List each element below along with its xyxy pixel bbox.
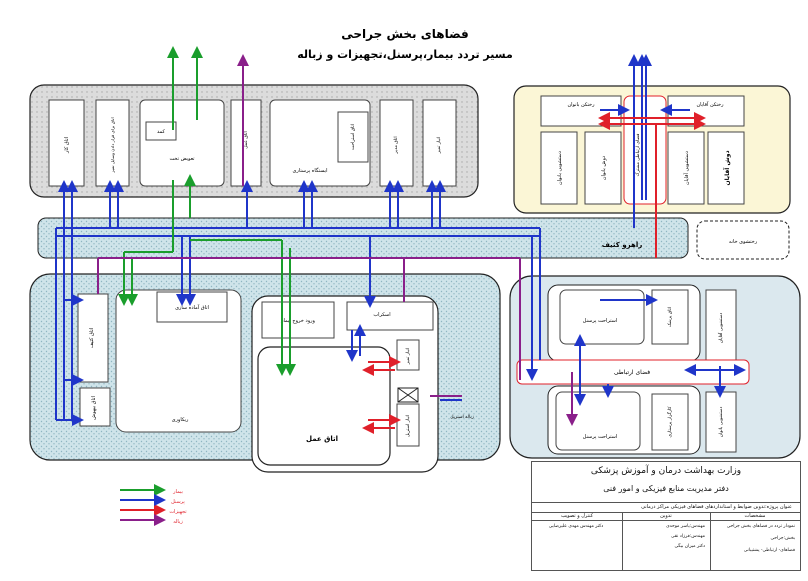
legend-equipment: تجهیزات bbox=[169, 509, 187, 515]
comm-space-label: فضای ارتباطی bbox=[613, 369, 651, 376]
rest-bottom-label: استراحت پرسنل bbox=[582, 434, 618, 440]
waste-label: زباله استریل bbox=[450, 415, 474, 420]
recovery-label: ریکاوری bbox=[171, 417, 189, 423]
room-clean-supplies: اتاق برای قرار دادن وسایل تمیز bbox=[110, 117, 115, 173]
dirty-room-label: اتاق کثیف bbox=[89, 327, 95, 349]
spec-line-2: فضاهای- ارتباطی- پشتیبانی bbox=[743, 548, 795, 553]
spec-line-0: نمودار تردد در فضاهای بخش جراحی bbox=[726, 524, 795, 529]
nurse-label: کارگزار پرستاری bbox=[668, 406, 673, 438]
ws-women-right-label: دستشویی بانوان bbox=[719, 406, 724, 438]
room-manager: اتاق مدیر bbox=[394, 136, 399, 154]
diagram-subtitle: مسیر تردد بیمار،پرسنل،تجهیزات و زباله bbox=[297, 48, 513, 61]
anesthesia-label: اتاق بیهوش bbox=[91, 396, 97, 420]
ws-men-label: دستشویی آقایان bbox=[684, 150, 690, 186]
room-clean-store: انبار تمیز bbox=[437, 136, 442, 154]
control-line-0: دکتر مهندس مهدی علیرضایی bbox=[548, 524, 604, 529]
room-or-top: اتاق عمل bbox=[244, 131, 249, 149]
room-work: اتاق کار bbox=[64, 136, 70, 154]
author-line-0: مهندس:یاسر موحدی bbox=[666, 524, 705, 529]
legend-patient: بیمار bbox=[173, 489, 183, 495]
room-rest: اتاق استراحت bbox=[351, 123, 356, 151]
scrub-label: اسکراب bbox=[373, 312, 391, 318]
rest-top-label: استراحت پرسنل bbox=[582, 318, 618, 324]
room-bed-change: تعویض تخت bbox=[169, 156, 195, 162]
room-closet: کمد bbox=[157, 129, 165, 135]
dirty-corridor-label: راهرو کثیف bbox=[601, 241, 643, 249]
sterile-store-label: انبار استریل bbox=[406, 414, 411, 438]
col-spec-header: مشخصات bbox=[744, 513, 766, 519]
col-control-header: کنترل و تصویب bbox=[561, 513, 593, 519]
clean-store-label: انبار تمیز bbox=[406, 347, 411, 365]
diagram-title: فضاهای بخش جراحی bbox=[341, 27, 469, 41]
author-line-2: دکتر میزان بیگی bbox=[674, 544, 705, 549]
subject-line: عنوان پروژه:تدوین ضوابط و استانداردهای فضاهای فیزیکی مراکز درمانی bbox=[641, 504, 792, 510]
shared-corridor-label: فضای ارتباطی مشترک bbox=[636, 133, 641, 177]
staff-room-label: اتاق آماده سازی bbox=[175, 305, 209, 311]
ws-women-label: دستشویی بانوان bbox=[557, 150, 563, 186]
men-locker-label: رختکن آقایان bbox=[696, 102, 724, 108]
shower-men-label: دوش آقایان bbox=[724, 150, 731, 186]
author-line-1: مهندس:فرزاد نقی bbox=[671, 534, 705, 539]
shower-women-label: دوش بانوان bbox=[601, 155, 607, 181]
ministry-line: وزارت بهداشت درمان و آموزش پزشکی bbox=[590, 466, 742, 476]
ws-men-right-label: دستشویی آقایان bbox=[719, 312, 724, 344]
office-line: دفتر مدیریت منابع فیزیکی و امور فنی bbox=[603, 484, 729, 493]
spec-line-1: بخش:جراحی bbox=[770, 536, 795, 541]
room-nurse-station: ایستگاه پرستاری bbox=[292, 168, 328, 174]
legend-staff: پرسنل bbox=[171, 499, 185, 505]
women-locker-label: رختکن بانوان bbox=[567, 102, 595, 108]
entry-exit-label: ورود خروج بیمار bbox=[281, 318, 315, 324]
legend-waste: زباله bbox=[173, 519, 183, 525]
col-author-header: تدوین bbox=[660, 513, 672, 519]
laundry-label: رختشوی خانه bbox=[728, 239, 758, 245]
or-label: اتاق عمل bbox=[305, 435, 339, 443]
office-label: اتاق پزشک bbox=[668, 306, 673, 328]
title-block-table bbox=[531, 461, 801, 571]
